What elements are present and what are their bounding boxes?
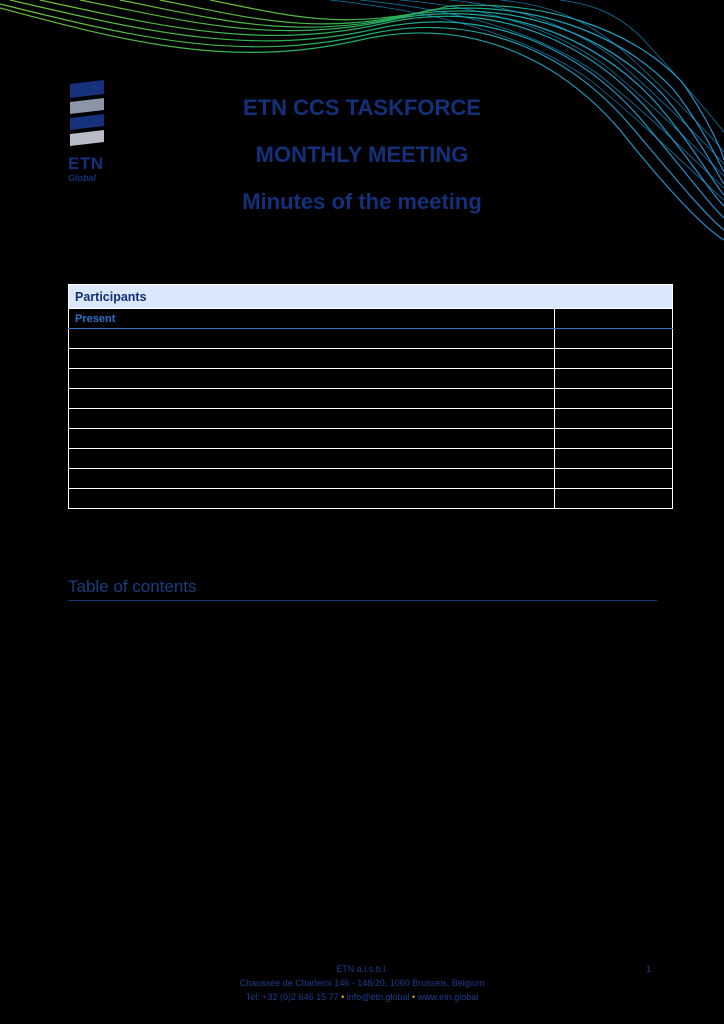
participant-org-cell <box>554 469 672 489</box>
participant-org-cell <box>554 489 672 509</box>
document-title: ETN CCS TASKFORCE <box>243 95 481 120</box>
table-row <box>69 489 673 509</box>
table-row <box>69 349 673 369</box>
footer-address: Chaussée de Charleroi 146 - 148/20, 1060 Brussels, Belgium <box>239 978 485 988</box>
participant-name-cell <box>69 369 555 389</box>
footer-separator: • <box>341 992 345 1002</box>
participant-org-cell <box>554 429 672 449</box>
footer-separator: • <box>412 992 416 1002</box>
document-heading: Minutes of the meeting <box>242 189 482 214</box>
participant-name-cell <box>69 329 555 349</box>
participant-name-cell <box>69 469 555 489</box>
footer-website-link[interactable]: www.etn.global <box>417 992 479 1002</box>
participants-table <box>68 284 673 509</box>
page-number: 1 <box>646 964 652 974</box>
participant-name-cell <box>69 389 555 409</box>
table-row <box>69 329 673 349</box>
participant-name-cell <box>69 489 555 509</box>
logo-wordmark: ETN <box>68 154 104 173</box>
table-row <box>69 409 673 429</box>
footer-contact <box>200 992 524 1002</box>
logo-subtitle: Global <box>68 173 97 183</box>
participant-org-cell <box>554 389 672 409</box>
toc-heading: Table of contents <box>68 577 657 601</box>
table-row <box>69 369 673 389</box>
participant-org-cell <box>554 409 672 429</box>
participants-header-row <box>69 285 673 309</box>
participant-org-cell <box>554 369 672 389</box>
participant-org-cell <box>554 329 672 349</box>
footer-phone: Tel: +32 (0)2 646 15 77 <box>245 992 339 1002</box>
present-label: Present <box>69 309 555 329</box>
participant-org-cell <box>554 349 672 369</box>
participant-name-cell <box>69 349 555 369</box>
table-row <box>69 429 673 449</box>
footer-company: ETN a.i.s.b.l. <box>336 964 388 974</box>
present-cell-empty <box>554 309 672 329</box>
table-row <box>69 389 673 409</box>
participant-name-cell <box>69 429 555 449</box>
participants-heading: Participants <box>69 285 673 309</box>
present-row <box>69 309 673 329</box>
document-subtitle: MONTHLY MEETING <box>255 142 469 167</box>
participant-name-cell <box>69 449 555 469</box>
participant-org-cell <box>554 449 672 469</box>
participant-name-cell <box>69 409 555 429</box>
table-row <box>69 449 673 469</box>
table-row <box>69 469 673 489</box>
footer-email-link[interactable]: info@etn.global <box>346 992 410 1002</box>
